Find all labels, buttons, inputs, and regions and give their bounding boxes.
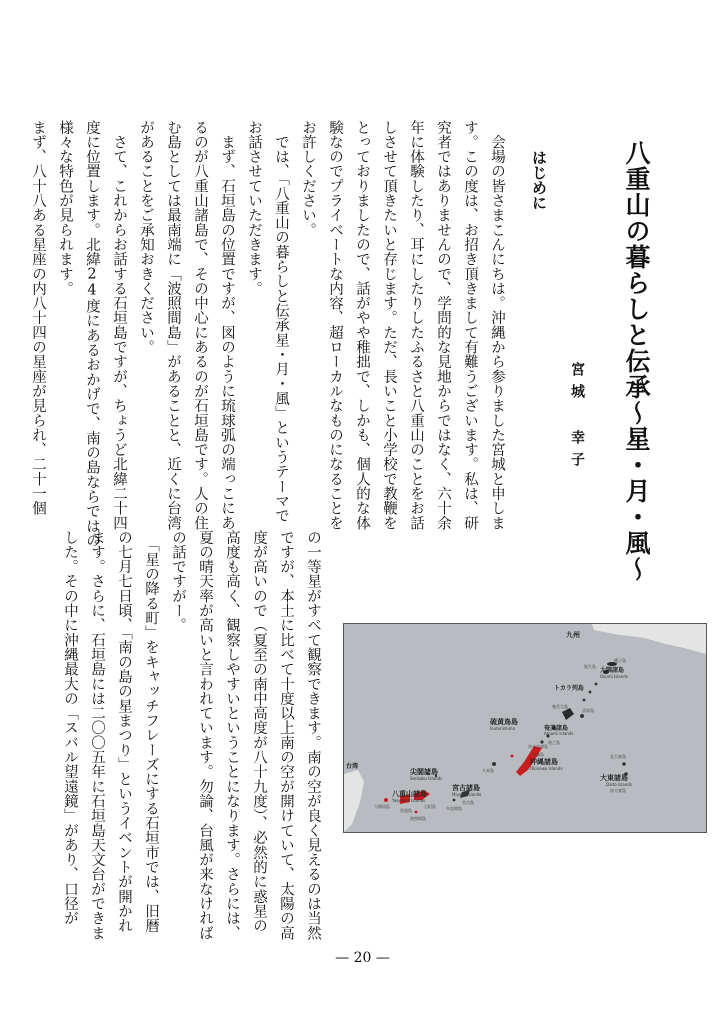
text-column: 究者ではありませんので、学問的な見地からではなく、六十余 xyxy=(435,120,451,531)
page-number: — 20 — xyxy=(335,950,390,966)
map-label: 西表島 xyxy=(400,808,412,813)
map-label: Ioutorishima xyxy=(490,726,516,731)
map-label: Yaeyama Islands xyxy=(392,798,426,803)
text-column: 「星の降る町」をキャッチフレーズにする石垣市では、旧暦 xyxy=(143,530,159,933)
map-label: 宮古島 xyxy=(462,800,474,805)
map-label: Miyako Islands xyxy=(452,792,482,797)
map-label: 与論島 xyxy=(532,752,544,757)
text-column: ます。さらに、石垣島には二〇〇五年に石垣島天文台ができま xyxy=(89,530,105,941)
text-column: しさせて頂きたいと存じます。ただ、長いこと小学校で教鞭を xyxy=(381,120,397,531)
map-label: 種子島 xyxy=(614,658,626,663)
text-column: とっておりましたので、話がやや稚拙で、しかも、個人的な体 xyxy=(354,120,370,531)
text-column: では、「八重山の暮らしと伝承星・月・風」というテーマで xyxy=(273,120,289,523)
map-label: 南大東島 xyxy=(610,788,626,793)
map-label: Amami Islands xyxy=(544,731,574,736)
text-column: 年に体験したり、耳にしたりしたふるさと八重山のことをお話 xyxy=(408,120,424,531)
body-text-upper xyxy=(30,120,510,548)
map-label: 九州 xyxy=(566,631,580,639)
text-column: 度に位置します。北緯24度にあるおかげで、南の島ならではの xyxy=(84,120,100,548)
text-column: む島としては最南端に「波照間島」があることと、近くに台湾 xyxy=(165,120,181,531)
map-label: 大隅諸島 xyxy=(600,667,625,674)
map-label: 喜界島 xyxy=(582,708,594,713)
text-column: の七月七日頃、「南の島の星まつり」というイベントが開かれ xyxy=(116,530,132,933)
text-column: す。この度は、お招き頂きまして有難うございます。私は、研 xyxy=(462,120,478,531)
text-column: 度が高いので（夏至の南中高度が八十九度）、必然的に惑星の xyxy=(251,530,267,933)
map-label: Daito Islands xyxy=(606,782,632,787)
text-column: まず、八十八ある星座の内八十四の星座が見られ、二十一個 xyxy=(30,120,46,516)
text-column: お許しください。 xyxy=(300,120,316,238)
text-column: 験なのでプライベートな内容、超ローカルなものになることを xyxy=(327,120,343,531)
text-column: まず、石垣島の位置ですが、図のように琉球弧の端っこにあ xyxy=(219,120,235,531)
map-label: 沖永良部島 xyxy=(528,744,548,749)
map-label: 沖縄諸島 xyxy=(530,758,558,766)
map-label: 奄美諸島 xyxy=(544,725,569,732)
map-label: 八重山諸島 xyxy=(392,790,427,798)
map-label: 尖閣諸島 xyxy=(410,768,438,776)
map-label: 石垣島 xyxy=(424,804,436,809)
text-column: 様々な特色が見られます。 xyxy=(57,120,73,296)
map-label: 久米島 xyxy=(482,768,494,773)
section-heading: はじめに xyxy=(530,150,548,210)
map-label: 多良間島 xyxy=(446,806,462,811)
body-text-lower xyxy=(62,530,326,941)
text-column: の話ですがー。 xyxy=(170,530,186,633)
map-label: 台湾 xyxy=(346,763,359,770)
map-label: 奄美大島 xyxy=(552,704,568,709)
map-label: 硫黄鳥島 xyxy=(490,718,518,726)
author-name: 宮城 幸子 xyxy=(569,362,585,474)
text-column: の一等星がすべて観察できます。南の空が良く見えるのは当然 xyxy=(305,530,321,941)
map-label: トカラ列島 xyxy=(554,685,584,692)
map-label: Osumi Islands xyxy=(600,674,629,679)
text-column: るのが八重山諸島で、その中心にあるのが石垣島です。人の住 xyxy=(192,120,208,531)
map-label: 与那国島 xyxy=(374,804,390,809)
map-label: 徳之島 xyxy=(548,740,560,745)
map-label: 宮古諸島 xyxy=(452,784,480,792)
text-column: した。その中に沖縄最大の「スバル望遠鏡」があり、口径が xyxy=(62,530,78,926)
map-label: Senkaku Islands xyxy=(410,776,443,781)
text-column: ですが、本土に比べて十度以上南の空が開けていて、太陽の高 xyxy=(278,530,294,941)
map-label: 北大東島 xyxy=(610,754,626,759)
text-column: 高度も高く、観察しやすいということになります。さらには、 xyxy=(224,530,240,941)
map-label: 屋久島 xyxy=(584,664,596,669)
map-label: Okinawa Islands xyxy=(530,766,563,771)
map-label: 大東諸島 xyxy=(600,774,628,782)
article-title: 八重山の暮らしと伝承〜星・月・風〜 xyxy=(622,140,651,582)
map-graphic xyxy=(344,624,706,832)
map-label: 波照間島 xyxy=(410,816,426,821)
text-column: 夏の晴天率が高いと言われています。勿論、台風が来なければ xyxy=(197,530,213,941)
ryukyu-map xyxy=(343,623,707,833)
text-column: があることをご承知おきください。 xyxy=(138,120,154,355)
text-column: 会場の皆さまこんにちは。沖縄から参りました宮城と申しま xyxy=(489,120,505,531)
text-column: お話させていただきます。 xyxy=(246,120,262,296)
text-column: さて、これからお話する石垣島ですが、ちょうど北緯二十四 xyxy=(111,120,127,531)
